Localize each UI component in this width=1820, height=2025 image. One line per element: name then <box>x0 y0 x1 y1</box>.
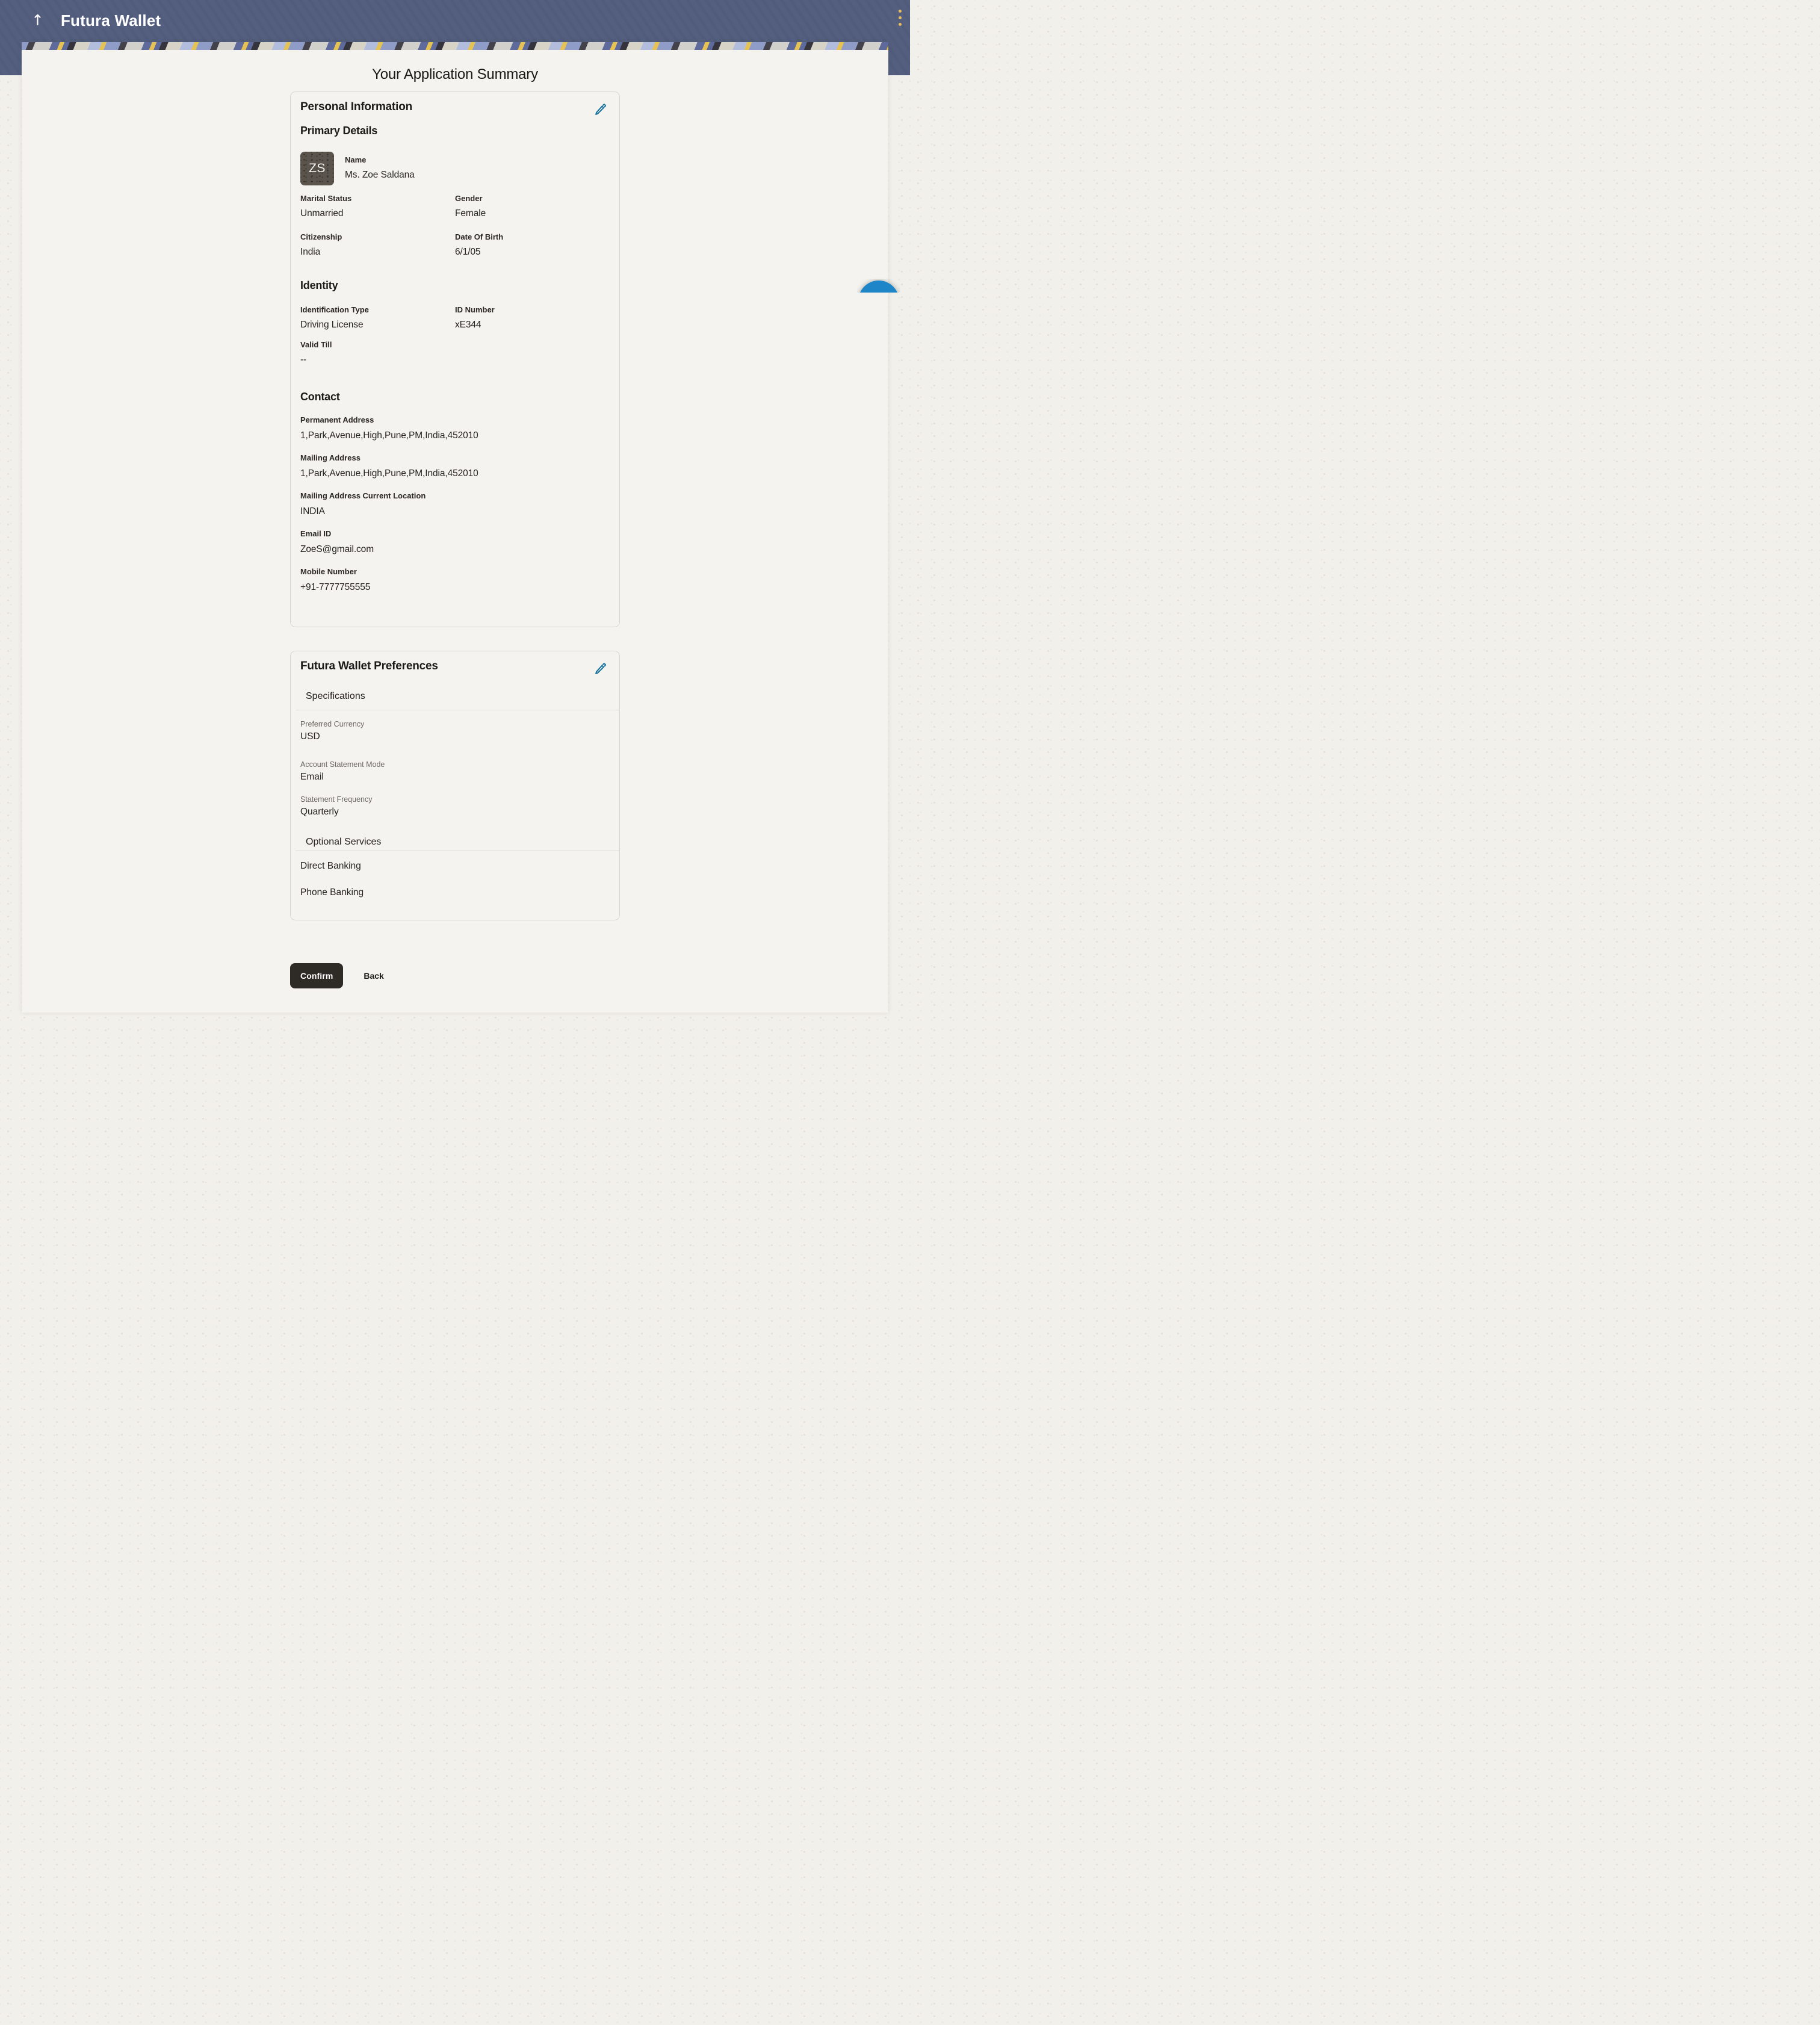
permanent-address-field <box>300 415 610 441</box>
field-label: Date Of Birth <box>455 232 504 241</box>
field-label: Valid Till <box>300 340 332 349</box>
field-label: Mailing Address <box>300 453 361 462</box>
floating-widget-circle-icon <box>858 281 899 293</box>
field-label: Statement Frequency <box>300 795 373 804</box>
decorative-banner <box>22 42 888 50</box>
mobile-number-field <box>300 567 610 593</box>
email-id-field <box>300 529 610 555</box>
preferred-currency-field <box>300 720 610 742</box>
statement-frequency-field <box>300 795 610 817</box>
app-title: Futura Wallet <box>60 11 161 29</box>
section-title-primary-details: Primary Details <box>300 125 378 137</box>
name-field <box>345 152 415 185</box>
wallet-preferences-card <box>290 651 620 920</box>
field-value: Unmarried <box>300 208 344 219</box>
optional-service-item: Direct Banking <box>300 861 361 871</box>
field-label: Email ID <box>300 529 332 538</box>
floating-widget-peek[interactable] <box>857 279 900 293</box>
mailing-address-current-location-field <box>300 491 610 517</box>
field-label: Identification Type <box>300 305 369 314</box>
field-label: ID Number <box>455 305 495 314</box>
field-value: Ms. Zoe Saldana <box>345 170 415 180</box>
personal-information-card <box>290 91 620 627</box>
card-header <box>300 101 610 116</box>
citizenship-field <box>300 232 455 258</box>
vertical-dots-icon <box>899 10 902 13</box>
field-value: 6/1/05 <box>455 247 481 257</box>
field-value: +91-7777755555 <box>300 582 371 592</box>
field-label: Mobile Number <box>300 567 357 576</box>
avatar-initials: ZS <box>309 161 326 175</box>
valid-till-field <box>300 340 610 365</box>
avatar <box>300 152 334 185</box>
field-value: INDIA <box>300 506 325 516</box>
field-value: Quarterly <box>300 807 339 817</box>
field-label: Citizenship <box>300 232 342 241</box>
field-value: 1,Park,Avenue,High,Pune,PM,India,452010 <box>300 468 478 479</box>
field-label: Name <box>345 155 367 164</box>
subsection-title-optional-services: Optional Services <box>306 837 382 847</box>
section-title-contact: Contact <box>300 391 340 403</box>
marital-status-field <box>300 194 455 219</box>
personal-information-title: Personal Information <box>300 101 413 113</box>
vertical-dots-icon <box>899 23 902 26</box>
pencil-icon <box>593 661 607 675</box>
edit-personal-information-button[interactable] <box>593 102 607 116</box>
wallet-preferences-title: Futura Wallet Preferences <box>300 660 438 672</box>
page-title: Your Application Summary <box>372 66 538 82</box>
vertical-dots-icon <box>899 16 902 19</box>
avatar-row <box>300 152 610 185</box>
field-value: USD <box>300 731 320 742</box>
identification-type-field <box>300 305 455 330</box>
overflow-menu-button[interactable] <box>894 5 906 31</box>
field-value: 1,Park,Avenue,High,Pune,PM,India,452010 <box>300 430 478 441</box>
header-bar <box>29 8 890 33</box>
mailing-address-field <box>300 453 610 479</box>
field-label: Mailing Address Current Location <box>300 491 426 500</box>
date-of-birth-field <box>455 232 610 258</box>
identity-grid <box>300 305 610 330</box>
up-arrow-icon: ↑ <box>31 11 44 29</box>
back-button[interactable]: Back <box>360 970 387 981</box>
back-to-top-button[interactable] <box>29 10 46 31</box>
field-label: Preferred Currency <box>300 720 365 728</box>
field-value: Email <box>300 772 324 782</box>
card-header <box>300 660 610 675</box>
content-sheet <box>22 42 888 1013</box>
field-value: xE344 <box>455 320 481 330</box>
account-statement-mode-field <box>300 760 610 783</box>
field-label: Account Statement Mode <box>300 760 385 769</box>
edit-wallet-preferences-button[interactable] <box>593 661 607 675</box>
field-value: India <box>300 247 321 257</box>
field-label: Marital Status <box>300 194 352 203</box>
optional-service-item: Phone Banking <box>300 887 364 898</box>
subsection-title-specifications: Specifications <box>306 691 365 701</box>
pencil-icon <box>593 102 607 116</box>
field-value: -- <box>300 355 307 365</box>
field-label: Gender <box>455 194 483 203</box>
summary-column <box>290 91 620 988</box>
gender-field <box>455 194 610 219</box>
section-title-identity: Identity <box>300 279 338 291</box>
field-value: ZoeS@gmail.com <box>300 544 374 554</box>
field-value: Driving License <box>300 320 364 330</box>
field-label: Permanent Address <box>300 415 374 424</box>
field-value: Female <box>455 208 486 219</box>
confirm-button[interactable]: Confirm <box>290 963 343 988</box>
id-number-field <box>455 305 610 330</box>
primary-details-grid <box>300 194 610 258</box>
action-row <box>290 963 620 988</box>
